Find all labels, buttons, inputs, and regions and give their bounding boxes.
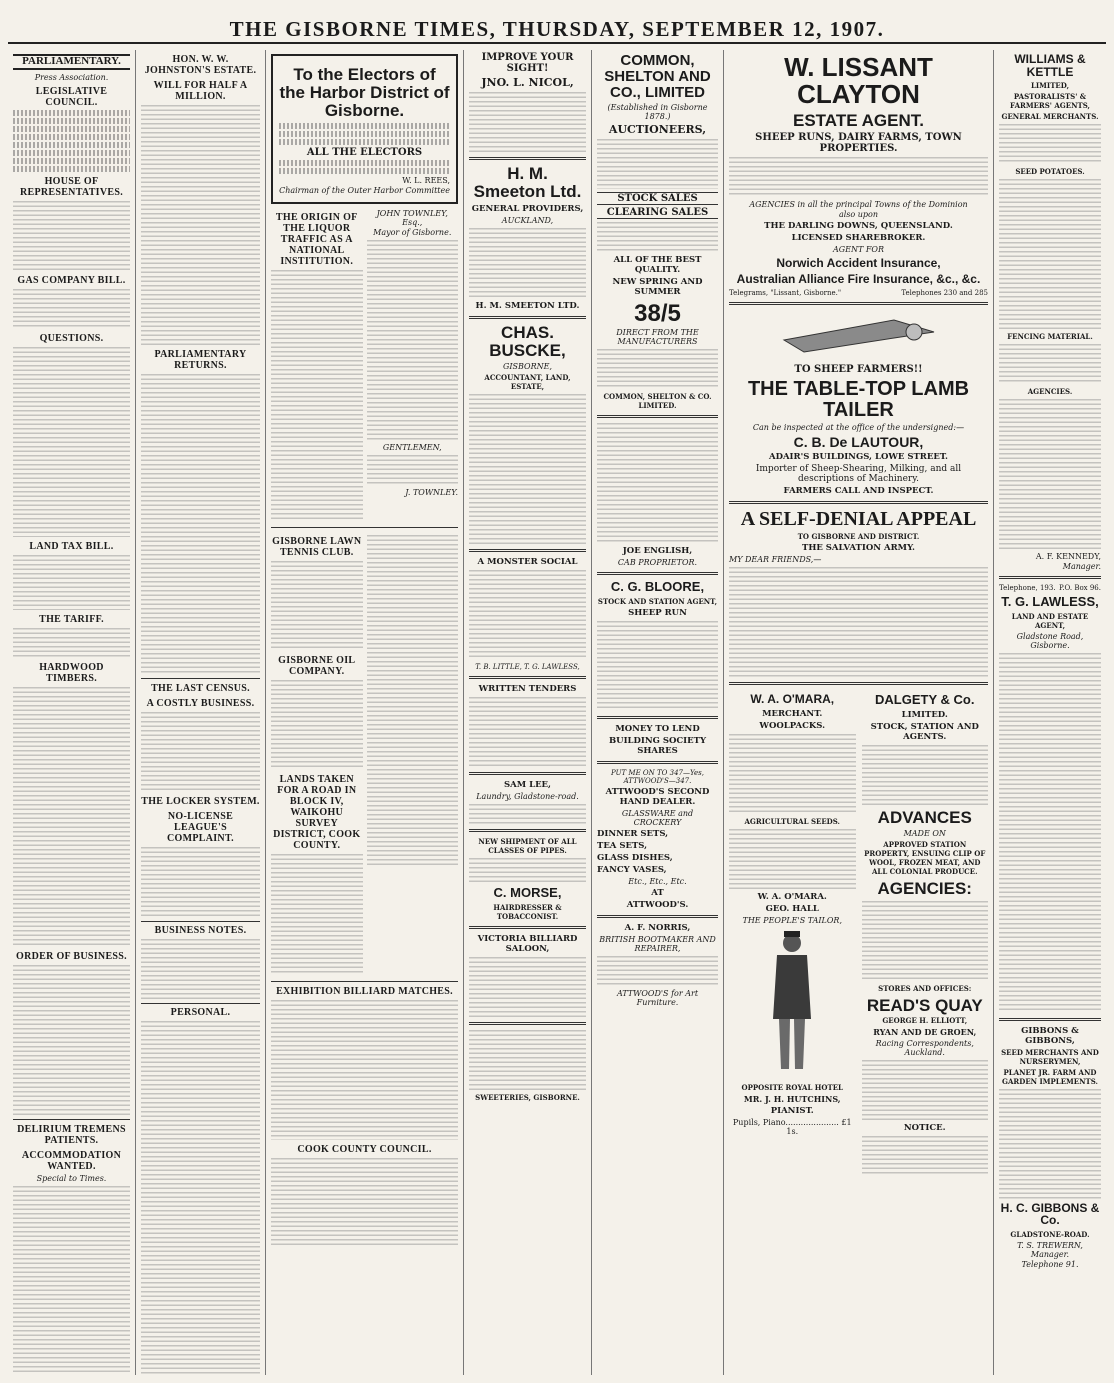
ad-established: (Established in Gisborne 1878.) [607,103,708,122]
ad-heading: WRITTEN TENDERS [478,684,577,695]
ad-text: GLASSWARE and CROCKERY [621,809,694,828]
ad-heading: PLANET JR. FARM AND GARDEN IMPLEMENTS. [1002,1067,1098,1086]
signature: W. L. REES, [402,175,450,185]
appeal-org: THE SALVATION ARMY. [802,543,915,554]
ad-text [597,621,718,711]
column-ads-a [464,50,592,1375]
article-text [271,1158,458,1248]
ad-heading: FENCING MATERIAL. [1007,332,1093,342]
ad-name: RYAN AND DE GROEN, [873,1027,977,1038]
ad-text: DIRECT FROM THE MANUFACTURERS [616,328,699,347]
column-ads-c [994,50,1106,1375]
ad-item: GLASS DISHES, [597,853,673,864]
article-text [13,110,130,172]
article-text [271,270,363,520]
appeal-text [729,567,988,677]
subheading: NO-LICENSE LEAGUE'S COMPLAINT. [167,811,234,844]
ad-text [999,179,1101,329]
notice-title: To the Electors of the Harbor District of Gisborne. [279,65,450,120]
ad-heading: WOOLPACKS. [759,720,826,731]
ad-heading: HAIRDRESSER & TOBACCONIST. [493,903,562,922]
ad-text: AGENT FOR [832,245,885,255]
column-parliamentary [8,50,136,1375]
addressee: JOHN TOWNLEY, Esq., [376,208,448,227]
ad-role: BRITISH BOOTMAKER AND REPAIRER, [599,935,716,954]
ad-text [469,570,586,660]
ad-heading: FARMERS CALL AND INSPECT. [783,486,934,497]
columns [8,50,1106,1375]
subheading: A COSTLY BUSINESS. [146,698,255,709]
ad-role: Racing Correspondents, Auckland. [875,1039,974,1058]
subheading: GAS COMPANY BILL. [17,274,126,286]
article-text [271,854,363,974]
ad-heading: ACCOUNTANT, LAND, ESTATE, [484,373,571,392]
article-text [141,712,260,792]
ad-heading: STORES AND OFFICES: [878,983,972,993]
ad-name: C. B. De LAUTOUR, [793,433,924,450]
ad-heading: SEED POTATOES. [1015,167,1085,177]
ad-text: also upon [838,210,879,220]
article-text [367,240,459,440]
ad-location: AUCKLAND, [501,215,554,225]
ad-address: Gladstone Road, Gisborne. [1016,631,1084,650]
po-box: P.O. Box 96. [1059,584,1101,593]
ad-name: H. M. SMEETON LTD. [475,300,580,311]
subheading: ACCOMMODATION WANTED. [21,1149,122,1172]
article-text [271,1000,458,1140]
ad-heading: STOCK SALES [597,192,718,205]
ad-heading: AGENCIES: [877,878,972,898]
ad-text [862,1060,989,1120]
telephones: Telephones 230 and 285 [901,288,988,297]
ad-role: SEED MERCHANTS AND NURSERYMEN, [1001,1047,1099,1066]
ad-role: ESTATE AGENT. [793,110,924,130]
article-text [13,628,130,658]
notice-text [279,160,450,174]
ad-heading: TO SHEEP FARMERS!! [794,363,923,375]
ad-text [862,1136,989,1176]
ad-name: SAM LEE, [504,780,551,791]
ad-name: H. M. Smeeton Ltd. [473,164,582,201]
ad-text [999,399,1101,549]
ad-name: DALGETY & Co. [875,692,975,708]
ad-phone: PUT ME ON TO 347—Yes, ATTWOOD'S—347. [611,769,704,786]
ad-text [469,394,586,544]
ad-heading: AGRICULTURAL SEEDS. [744,816,840,826]
ad-heading: NEW SPRING AND SUMMER [612,277,703,298]
subheading: THE TARIFF. [39,613,104,625]
ad-role: STOCK AND STATION AGENT, [597,597,718,607]
ad-heading: A MONSTER SOCIAL [477,557,578,568]
ad-heading: READ'S QUAY [866,995,983,1015]
article-text [13,347,130,537]
ad-text: LICENSED SHAREBROKER. [791,233,926,244]
ad-text: MADE ON [903,828,946,838]
ad-name: A. F. NORRIS, [624,923,691,934]
ad-role: LIMITED, [1030,81,1070,91]
article-text [141,939,260,999]
ad-location: GISBORNE, [502,362,553,372]
ad-name: ATTWOOD'S SECOND HAND DEALER. [605,787,710,808]
salutation: GENTLEMEN, [382,442,442,452]
column-clayton [724,50,994,1375]
article-text [141,1021,260,1375]
ad-text [729,734,856,814]
ad-heading: AUCTIONEERS, [608,123,707,137]
ad-title: THE TABLE-TOP LAMB TAILER [747,377,970,421]
ad-item: Etc., Etc., Etc. [628,877,687,887]
subheading: LEGISLATIVE COUNCIL. [35,85,108,108]
appeal-sub: TO GISBORNE AND DISTRICT. [797,532,920,542]
ad-text [862,901,989,981]
ad-name: GEORGE H. ELLIOTT, [882,1016,968,1026]
article-text [141,105,260,345]
subheading: DELIRIUM TREMENS PATIENTS. [17,1123,126,1146]
appeal-salutation: MY DEAR FRIENDS,— [729,555,822,565]
subheading: HARDWOOD TIMBERS. [39,661,104,684]
ad-signature-role: Manager. [1062,562,1101,572]
signature: J. TOWNLEY. [405,487,458,497]
subheading: QUESTIONS. [39,332,104,344]
ad-text [469,92,586,152]
press-credit: Press Association. [34,72,109,82]
ad-name: CHAS. BUSCKE, [489,322,566,360]
subheading: THE LAST CENSUS. [151,683,250,694]
ad-address: ADAIR'S BUILDINGS, LOWE STREET. [768,452,949,463]
addressee-role: Mayor of Gisborne. [373,227,452,237]
tailor-figure-illustration [757,929,827,1079]
article-text [13,965,130,1115]
subheading: EXHIBITION BILLIARD MATCHES. [276,985,453,997]
ad-text: THE DARLING DOWNS, QUEENSLAND. [764,221,953,232]
article-text [13,1186,130,1375]
ad-name: JOE ENGLISH, [622,546,693,557]
shears-illustration [774,310,944,360]
ad-text [469,858,586,883]
article-text [141,374,260,674]
subheading: BUSINESS NOTES. [141,921,260,936]
ad-heading: MONEY TO LEND [615,724,700,735]
ad-role: PASTORALISTS' & FARMERS' AGENTS, [1010,92,1090,111]
ad-text [469,697,586,767]
lower-ads [729,690,988,1179]
ad-heading: SHEEP RUN [628,608,687,619]
notice-emphasis: ALL THE ELECTORS [306,146,423,158]
subheading: HON. W. W. JOHNSTON'S ESTATE. [144,54,257,76]
column-news [136,50,266,1375]
ad-role: MERCHANT. [762,708,823,719]
column-notices [266,50,464,1375]
ad-role: LIMITED. [901,709,948,720]
ad-heading: GENERAL PROVIDERS, [471,203,584,214]
ad-text: Importer of Sheep-Shearing, Milking, and all descriptions of Machinery. [755,464,962,485]
ad-text [597,423,718,543]
ad-contact [729,289,988,297]
ad-heading: ALL OF THE BEST QUALITY. [613,255,702,276]
ad-address: OPPOSITE ROYAL HOTEL [741,1082,843,1092]
ad-name: GEO. HALL [765,903,819,914]
ad-heading: NEW SHIPMENT OF ALL CLASSES OF PIPES. [478,837,577,856]
ad-text [729,829,856,889]
ad-text [597,956,718,986]
ad-tagline: SHEEP RUNS, DAIRY FARMS, TOWN PROPERTIES. [755,132,962,155]
article-text [13,201,130,271]
ad-name: W. A. O'MARA. [757,891,827,902]
ad-text [999,124,1101,164]
ad-name: W. A. O'MARA, [750,692,835,707]
ad-item: AT [651,888,664,899]
ad-item: TEA SETS, [597,841,648,852]
ad-heading: ADVANCES [877,807,972,827]
signature-role: Chairman of the Outer Harbor Committee [279,185,450,195]
article-text [271,561,363,651]
subheading: PARLIAMENTARY RETURNS. [154,349,247,371]
section-heading: PARLIAMENTARY. [13,54,130,70]
ad-name: JNO. L. NICOL, [481,76,574,89]
ad-location: Laundry, Gladstone-road. [476,792,579,802]
ad-text: Australian Alliance Fire Insurance, &c., &c. [736,272,981,287]
column-ads-b [592,50,724,1375]
ad-text [597,349,718,389]
ad-signature: A. F. KENNEDY, [1035,552,1101,562]
ad-text [597,139,718,189]
ad-name: COMMON, SHELTON AND CO., LIMITED [604,52,711,101]
ad-role: CAB PROPRIETOR. [617,558,698,568]
ad-text [469,228,586,298]
ad-contact [999,584,1101,592]
ad-item: DINNER SETS, [597,829,669,840]
press-credit: Special to Times. [36,1173,107,1183]
ad-heading: AGENCIES. [1027,387,1073,397]
article-text [367,535,459,865]
ad-text: Can be inspected at the office of the undersigned:— [752,422,965,432]
ad-text [469,804,586,824]
subheading: LAND TAX BILL. [29,540,114,552]
subheading: THE ORIGIN OF THE LIQUOR TRAFFIC AS A NATIONAL INSTITUTION. [275,211,358,267]
article-text [141,847,260,917]
ad-signature: T. B. LITTLE, T. G. LAWLESS, [475,663,580,672]
ad-text: ATTWOOD'S for Art Furniture. [616,989,699,1008]
ad-name: MR. J. H. HUTCHINS, [743,1093,841,1104]
ad-role: THE PEOPLE'S TAILOR, [742,915,842,925]
article-text [271,680,363,770]
ad-text: AGENCIES in all the principal Towns of the Dominion [749,200,968,210]
ad-name: VICTORIA BILLIARD SALOON, [477,934,578,955]
article-text [13,555,130,610]
subheading: PERSONAL. [141,1003,260,1018]
ad-name: W. LISSANT CLAYTON [784,52,933,110]
ad-text [999,653,1101,1013]
ad-heading: CLEARING SALES [597,207,718,219]
subheading: GISBORNE LAWN TENNIS CLUB. [272,535,362,558]
ad-price: 38/5 [634,300,681,328]
ad-role: GENERAL MERCHANTS. [1001,112,1099,122]
ad-text [469,1030,586,1090]
masthead: THE GISBORNE TIMES, THURSDAY, SEPTEMBER 12, 1907. [8,8,1106,44]
subheading: COOK COUNTY COUNCIL. [297,1143,432,1155]
ad-role: LAND AND ESTATE AGENT, [1011,611,1089,630]
ad-phone: Telephone 91. [1021,1260,1079,1270]
subheading: HOUSE OF REPRESENTATIVES. [19,175,124,198]
ad-role: PIANIST. [770,1105,814,1116]
ad-name: GIBBONS & GIBBONS, [1021,1025,1079,1046]
ad-text [999,344,1101,384]
subheading: LANDS TAKEN FOR A ROAD IN BLOCK IV, WAIKOHU SURVEY DISTRICT, COOK COUNTY. [273,773,361,851]
ad-text [597,222,718,252]
appeal-title: A SELF-DENIAL APPEAL [740,508,977,531]
ad-name: COMMON, SHELTON & CO. LIMITED. [603,392,712,411]
article-text [13,687,130,947]
ad-text [862,745,989,805]
ad-item: FANCY VASES, [597,865,667,876]
subheading: THE LOCKER SYSTEM. [141,796,260,807]
ad-heading: NOTICE. [903,1123,946,1134]
ad-address: GLADSTONE-ROAD. [1010,1230,1090,1240]
ad-text: Pupils, Piano..................... £1 1s. [732,1117,852,1136]
article-text [367,455,459,485]
ad-text [999,1089,1101,1199]
ad-name: ATTWOOD'S. [626,900,689,911]
ad-name: H. C. GIBBONS & Co. [1000,1200,1100,1228]
ad-heading: IMPROVE YOUR SIGHT! [481,52,574,74]
subheading: WILL FOR HALF A MILLION. [153,80,248,102]
ad-heading: STOCK, STATION AND AGENTS. [870,721,979,742]
ad-name: C. MORSE, [493,885,562,901]
harbor-notice [271,54,458,204]
ad-name: WILLIAMS & KETTLE [1014,52,1086,79]
telephone: Telephone, 193. [999,584,1056,593]
ad-text: Norwich Accident Insurance, [776,256,941,271]
article-text [13,289,130,329]
ad-signature: T. S. TREWERN, Manager. [1017,1241,1083,1260]
subheading: ORDER OF BUSINESS. [16,950,127,962]
ad-text: APPROVED STATION PROPERTY, ENSUING CLIP OF WOOL, FROZEN MEAT, AND ALL COLONIAL PRODUCE. [864,839,986,876]
ad-name: C. G. BLOORE, [610,579,705,595]
telegrams: Telegrams, "Lissant, Gisborne." [729,288,842,297]
ad-name: T. G. LAWLESS, [1001,594,1099,610]
subheading: GISBORNE OIL COMPANY. [278,654,356,677]
ad-heading: BUILDING SOCIETY SHARES [608,736,707,757]
ad-text [469,957,586,1017]
ad-name: SWEETERIES, GISBORNE. [475,1093,580,1103]
ad-text [729,157,988,197]
notice-text [279,123,450,145]
